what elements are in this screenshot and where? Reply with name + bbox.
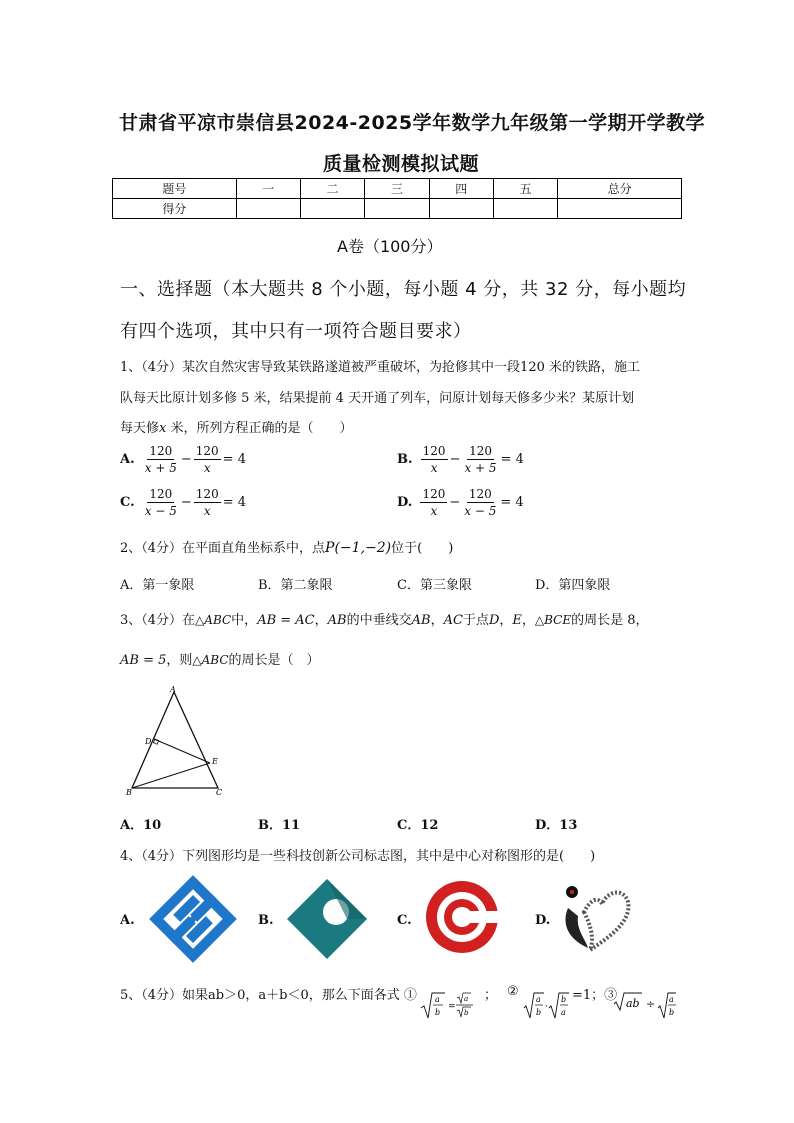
exam-title-line2: 质量检测模拟试题 [323, 153, 480, 175]
q5-eq-end: =1；③ [572, 988, 618, 1003]
q2-option-a[interactable]: A．第一象限 [120, 578, 195, 593]
fraction: $\frac{120}{x}$ [422, 487, 446, 518]
q1-stem-line1: 1、（4分）某次自然灾害导致某铁路遂道被严重破坏，为抢修其中一段120 米的铁路，施工 [120, 360, 640, 375]
q3-option-c[interactable]: C．12 [397, 818, 439, 833]
svg-text:a: a [536, 995, 541, 1004]
score-table-cell: 一 [236, 179, 300, 199]
q4-logo-a-icon[interactable] [148, 874, 238, 964]
fig-label-b: B [126, 788, 132, 797]
score-table-cell: 四 [429, 179, 493, 199]
q1-stem-line3 [120, 417, 353, 436]
q5-separator: ； [484, 988, 498, 1003]
fraction: $\frac{120}{x - 5}$ [144, 487, 177, 518]
section1-heading-line1: 一、选择题（本大题共 8 个小题，每小题 4 分，共 32 分，每小题均 [120, 279, 687, 300]
fig-label-c: C [216, 788, 223, 797]
fig-label-e: E [212, 757, 218, 766]
q3-stem-line2: AB = 5，则△ABC的周长是（ ） [120, 653, 320, 668]
fraction: $\frac{120}{x - 5}$ [464, 487, 497, 518]
score-table-cell: 五 [493, 179, 557, 199]
q4-option-b-label[interactable]: B. [258, 913, 274, 928]
q3-option-b[interactable]: B．11 [258, 818, 301, 833]
svg-text:b: b [435, 1008, 441, 1017]
q2-stem: 2、（4分）在平面直角坐标系中，点P(−1,−2)位于( ) [120, 540, 454, 556]
q4-logo-b-icon[interactable] [284, 876, 370, 962]
fig-label-d: D [145, 737, 152, 746]
q2-point: P(−1,−2) [325, 540, 392, 556]
fraction: $\frac{120}{x}$ [422, 444, 446, 475]
fraction: $\frac{120}{x}$ [195, 487, 219, 518]
q3-option-d[interactable]: D．13 [535, 818, 578, 833]
fig-label-a: A [170, 685, 176, 694]
svg-text:·: · [545, 1002, 548, 1012]
q3-stem-line1: 3、（4分）在△ABC中，AB = AC，AB的中垂线交AB，AC于点D，E，△BCE的周长是 8， [120, 613, 649, 628]
q1-option-a[interactable]: A. $\frac{120}{x + 5}$ − $\frac{120}{x}$ = 4 [120, 444, 246, 475]
q5-stem: 5、（4分）如果ab＞0，a＋b＜0，那么下面各式 ① [120, 988, 417, 1003]
option-label: A. [120, 452, 135, 467]
q2-option-d[interactable]: D．第四象限 [535, 578, 611, 593]
q2-option-b[interactable]: B．第二象限 [258, 578, 333, 593]
q2-option-c[interactable]: C．第三象限 [397, 578, 472, 593]
svg-text:b: b [536, 1008, 542, 1017]
svg-text:a: a [464, 995, 469, 1003]
q1-option-c[interactable]: C. $\frac{120}{x - 5}$ − $\frac{120}{x}$ = 4 [120, 487, 246, 518]
triangle-bce: △BCE [534, 613, 572, 627]
score-input-cell[interactable] [365, 199, 429, 219]
score-table [112, 178, 682, 219]
q5-expr2 [522, 990, 572, 1022]
section1-heading-line2: 有四个选项，其中只有一项符合题目要求） [120, 321, 472, 342]
svg-text:b: b [669, 1008, 675, 1017]
svg-text:a: a [435, 995, 440, 1004]
q1-stem-text-end: 米，所列方程正确的是（ ） [166, 421, 353, 436]
score-table-header-row [113, 179, 682, 199]
q4-logo-d-icon[interactable] [558, 882, 636, 954]
q1-option-b[interactable]: B. $\frac{120}{x}$ − $\frac{120}{x + 5}$ = 4 [397, 444, 524, 475]
exam-title-line1: 甘肃省平凉市崇信县2024-2025学年数学九年级第一学期开学教学 [119, 112, 706, 134]
q4-option-a-label[interactable]: A. [120, 913, 135, 928]
score-table-cell: 得分 [113, 199, 237, 219]
triangle-abc: △ABC [195, 613, 232, 627]
option-label: C. [120, 495, 135, 510]
fraction: $\frac{120}{x}$ [195, 444, 219, 475]
svg-text:b: b [464, 1009, 469, 1017]
svg-text:÷: ÷ [646, 998, 656, 1011]
option-label: B. [397, 452, 413, 467]
score-input-cell[interactable] [493, 199, 557, 219]
score-input-cell[interactable] [236, 199, 300, 219]
q4-stem: 4、（4分）下列图形均是一些科技创新公司标志图，其中是中心对称图形的是( ) [120, 849, 596, 864]
score-table-score-row [113, 199, 682, 219]
q5-expr1 [419, 990, 477, 1022]
fraction: $\frac{120}{x + 5}$ [464, 444, 497, 475]
score-input-cell[interactable] [300, 199, 364, 219]
score-table-cell: 总分 [558, 179, 682, 199]
q1-variable: x [159, 421, 167, 436]
q3-option-a[interactable]: A．10 [120, 818, 162, 833]
q1-option-d[interactable]: D. $\frac{120}{x}$ − $\frac{120}{x - 5}$ = 4 [397, 487, 524, 518]
score-table-cell: 题号 [113, 179, 237, 199]
q3-triangle-figure [118, 684, 228, 799]
q5-circle-2: ② [507, 984, 519, 999]
svg-text:a: a [561, 1008, 566, 1017]
svg-text:ab: ab [626, 997, 640, 1010]
score-table-cell: 二 [300, 179, 364, 199]
q1-stem-line2: 队每天比原计划多修 5 米，结果提前 4 天开通了列车，问原计划每天修多少米？某原计划 [120, 391, 635, 406]
score-table-cell: 三 [365, 179, 429, 199]
svg-text:=: = [448, 1002, 456, 1012]
q1-stem-text: 每天修 [120, 421, 160, 436]
fraction: $\frac{120}{x + 5}$ [144, 444, 177, 475]
q4-logo-c-icon[interactable] [424, 878, 500, 956]
paper-a-heading: A卷（100分） [337, 237, 443, 256]
score-input-cell[interactable] [558, 199, 682, 219]
q5-expr3 [612, 990, 678, 1022]
q4-option-d-label[interactable]: D. [535, 913, 551, 928]
svg-text:b: b [561, 995, 567, 1004]
svg-text:a: a [669, 995, 674, 1004]
score-input-cell[interactable] [429, 199, 493, 219]
q4-option-c-label[interactable]: C. [397, 913, 412, 928]
option-label: D. [397, 495, 413, 510]
